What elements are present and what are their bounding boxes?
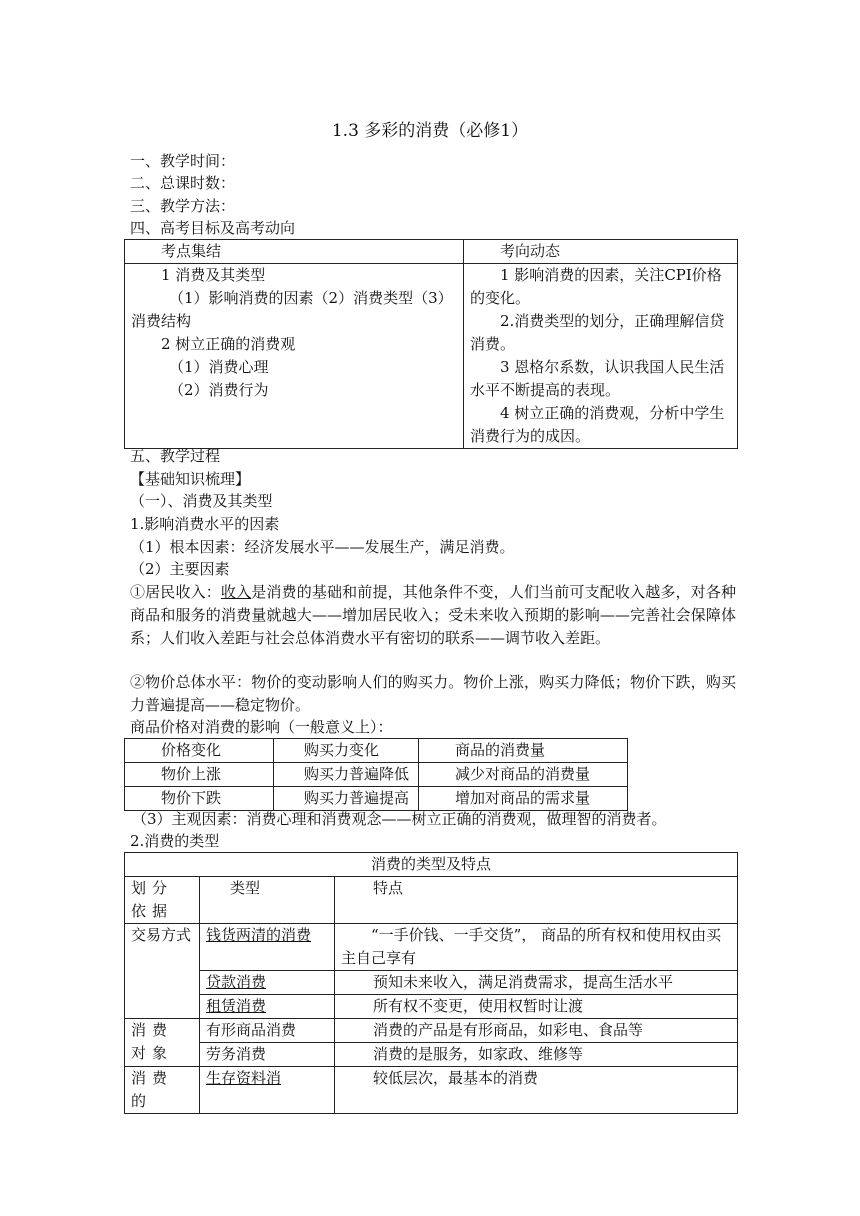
price-table-cell: 增加对商品的需求量 [419, 787, 628, 811]
types-table-caption: 消费的类型及特点 [125, 853, 738, 877]
types-type-cell: 生存资料消 [200, 1067, 335, 1114]
price-table-cell: 物价上涨 [125, 763, 274, 787]
price-effect-heading: 商品价格对消费的影响（一般意义上）： [130, 718, 393, 736]
item-total-hours: 二、总课时数： [130, 174, 236, 192]
exam-table [124, 239, 738, 449]
types-header-feature: 特点 [335, 877, 738, 924]
types-header-basis: 划分依据 [125, 877, 200, 924]
types-feature-cell: 消费的是服务，如家政、维修等 [335, 1043, 738, 1067]
exam-point-line: 1 消费及其类型 [161, 266, 266, 284]
section-teaching-process: 五、教学过程 [130, 447, 221, 465]
price-table-cell: 减少对商品的消费量 [419, 763, 628, 787]
types-basis-cell: 交易方式 [125, 924, 200, 1019]
types-type-cell: 租赁消费 [200, 995, 335, 1019]
types-feature-cell: 所有权不变更，使用权暂时让渡 [335, 995, 738, 1019]
item-exam-goals: 四、高考目标及高考动向 [130, 219, 296, 237]
exam-trend-line: 1 影响消费的因素，关注CPI价格的变化。 [470, 266, 722, 307]
income-text: 是消费的基础和前提，其他条件不变，人们当前可支配收入越多，对各种商品和服务的消费量就越大——增加居民收入；受未来收入预期的影响——完善社会保障体系；人们收入差距与社会总体消费水平有密切的联系——调节收入差距。 [130, 583, 736, 647]
types-feature-cell: 较低层次，最基本的消费 [335, 1067, 738, 1114]
price-table-cell: 购买力变化 [274, 739, 419, 763]
subjective-factor: （3）主观因素：消费心理和消费观念——树立正确的消费观，做理智的消费者。 [132, 810, 667, 828]
types-feature-cell: “一手价钱、一手交货”， 商品的所有权和使用权由买主自己享有 [335, 924, 738, 971]
factors-heading: 1.影响消费水平的因素 [130, 515, 280, 533]
types-type-cell: 有形商品消费 [200, 1019, 335, 1043]
exam-trends-cell [464, 264, 738, 449]
income-paragraph [130, 581, 736, 650]
types-feature-cell: 预知未来收入，满足消费需求，提高生活水平 [335, 971, 738, 995]
types-basis-cell: 消费的 [125, 1067, 200, 1114]
item-teaching-time: 一、教学时间： [130, 152, 236, 170]
price-table-cell: 购买力普遍降低 [274, 763, 419, 787]
price-table-cell: 物价下跌 [125, 787, 274, 811]
basic-knowledge-heading: 【基础知识梳理】 [130, 470, 251, 488]
exam-header-points: 考点集结 [125, 240, 464, 264]
exam-point-line: （1）影响消费的因素（2）消费类型（3）消费结构 [131, 289, 453, 330]
price-level-paragraph: ②物价总体水平：物价的变动影响人们的购买力。物价上涨，购买力降低；物价下跌，购买力普遍提高——稳定物价。 [130, 673, 736, 714]
income-keyword: 收入 [220, 583, 252, 601]
exam-trend-line: 2.消费类型的划分，正确理解信贷消费。 [470, 312, 725, 353]
main-factors-heading: （2）主要因素 [130, 560, 230, 578]
exam-point-line: 2 树立正确的消费观 [161, 335, 296, 353]
types-type-cell: 贷款消费 [200, 971, 335, 995]
income-prefix: ①居民收入： [130, 583, 221, 601]
price-table [124, 738, 628, 811]
exam-point-line: （1）消费心理 [169, 358, 269, 376]
exam-header-trends: 考向动态 [464, 240, 738, 264]
exam-point-line: （2）消费行为 [169, 381, 269, 399]
price-table-cell: 购买力普遍提高 [274, 787, 419, 811]
document-title: 1.3 多彩的消费（必修1） [331, 121, 529, 141]
exam-trend-line: 3 恩格尔系数，认识我国人民生活水平不断提高的表现。 [470, 358, 725, 399]
types-type-cell: 劳务消费 [200, 1043, 335, 1067]
consumption-types-heading: 2.消费的类型 [130, 832, 220, 850]
price-table-cell: 价格变化 [125, 739, 274, 763]
subsection-consumption-types: （一）、消费及其类型 [130, 492, 273, 510]
price-table-cell: 商品的消费量 [419, 739, 628, 763]
consumption-types-table [124, 852, 738, 1114]
item-teaching-method: 三、教学方法： [130, 197, 236, 215]
exam-trend-line: 4 树立正确的消费观，分析中学生消费行为的成因。 [470, 404, 725, 445]
exam-points-cell [125, 264, 464, 449]
fundamental-factor: （1）根本因素：经济发展水平——发展生产，满足消费。 [130, 538, 515, 556]
types-header-type: 类型 [200, 877, 335, 924]
types-type-cell: 钱货两清的消费 [200, 924, 335, 971]
types-feature-cell: 消费的产品是有形商品，如彩电、食品等 [335, 1019, 738, 1043]
types-basis-cell: 消费对象 [125, 1019, 200, 1067]
